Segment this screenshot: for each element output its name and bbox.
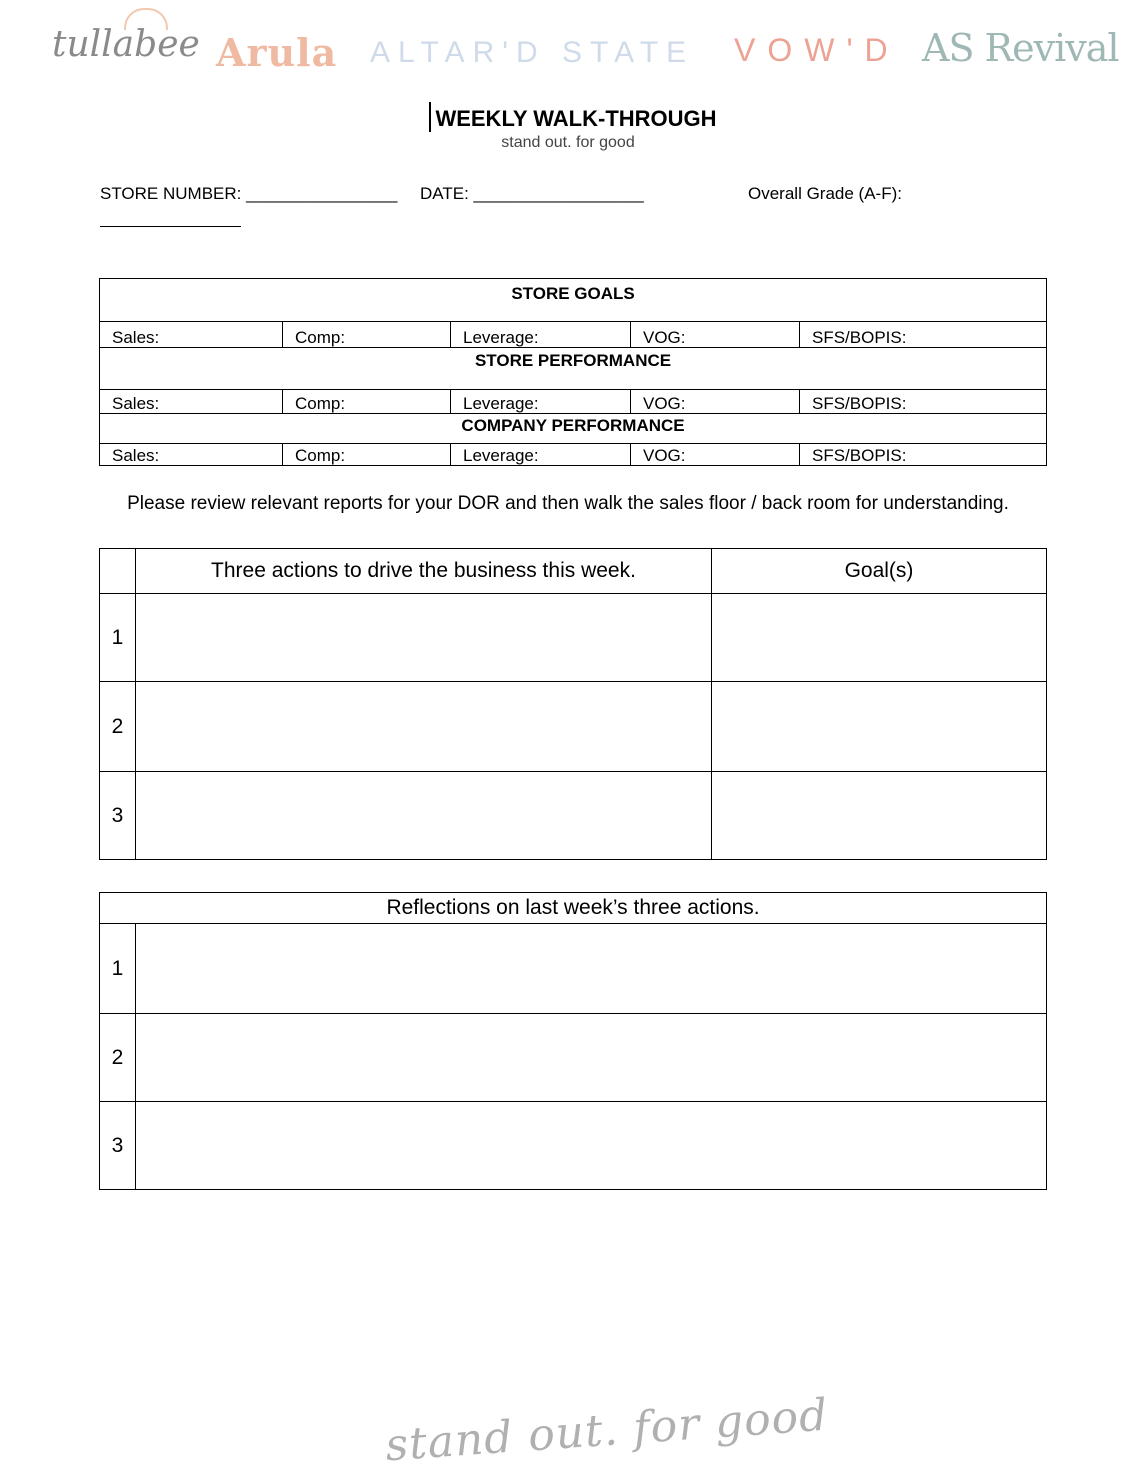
store-goals-leverage-cell[interactable]: Leverage: [451,322,631,348]
action-3-input[interactable] [136,772,712,860]
goal-1-input[interactable] [712,594,1047,682]
company-performance-leverage-cell[interactable]: Leverage: [451,444,631,466]
tullabee-logo [52,24,200,65]
as-revival-logo: AS Revival [922,26,1119,70]
company-performance-heading: COMPANY PERFORMANCE [100,414,1047,444]
store-performance-comp-cell[interactable]: Comp: [283,390,451,414]
store-goals-sfs-bopis-cell[interactable]: SFS/BOPIS: [800,322,1047,348]
actions-column-header: Three actions to drive the business this week. [136,549,712,594]
actions-corner-cell [100,549,136,594]
tullabee-logo-text: tullabee [52,24,200,65]
page-subtitle: stand out. for good [501,134,635,151]
company-performance-sales-cell[interactable]: Sales: [100,444,283,466]
store-performance-sales-cell[interactable]: Sales: [100,390,283,414]
store-performance-heading: STORE PERFORMANCE [100,348,1047,390]
action-1-input[interactable] [136,594,712,682]
store-number-field[interactable]: STORE NUMBER: ________________ [100,184,398,203]
vowd-logo: VOW'D [734,32,900,68]
altard-state-logo: ALTAR'D STATE [370,36,695,69]
reflection-row-number: 1 [100,924,136,1014]
reflections-header: Reflections on last week’s three actions. [100,893,1047,924]
store-goals-heading: STORE GOALS [100,279,1047,322]
store-goals-vog-cell[interactable]: VOG: [631,322,800,348]
overall-grade-blank-line[interactable] [100,226,241,227]
page-title-text: WEEKLY WALK-THROUGH [435,106,717,131]
goals-performance-table [99,278,1047,466]
three-actions-table [99,548,1047,860]
reflection-row-number: 3 [100,1102,136,1190]
store-performance-vog-cell[interactable]: VOG: [631,390,800,414]
reflection-2-input[interactable] [136,1014,1047,1102]
review-instructions: Please review relevant reports for your DOR and then walk the sales floor / back room for understanding. [127,493,1009,514]
company-performance-sfs-bopis-cell[interactable]: SFS/BOPIS: [800,444,1047,466]
brand-logo-bar [0,0,1146,90]
goal-2-input[interactable] [712,682,1047,772]
store-performance-leverage-cell[interactable]: Leverage: [451,390,631,414]
reflection-1-input[interactable] [136,924,1047,1014]
reflections-table [99,892,1047,1190]
reflection-3-input[interactable] [136,1102,1047,1190]
action-row-number: 3 [100,772,136,860]
company-performance-comp-cell[interactable]: Comp: [283,444,451,466]
date-field[interactable]: DATE: __________________ [420,184,644,203]
footer-tagline: stand out. for good [383,1389,830,1472]
store-goals-comp-cell[interactable]: Comp: [283,322,451,348]
store-performance-sfs-bopis-cell[interactable]: SFS/BOPIS: [800,390,1047,414]
action-row-number: 1 [100,594,136,682]
page-title [0,102,1146,132]
goals-column-header: Goal(s) [712,549,1047,594]
company-performance-vog-cell[interactable]: VOG: [631,444,800,466]
overall-grade-field[interactable]: Overall Grade (A-F): [748,184,902,203]
goal-3-input[interactable] [712,772,1047,860]
action-row-number: 2 [100,682,136,772]
sun-icon [124,8,168,30]
store-goals-sales-cell[interactable]: Sales: [100,322,283,348]
text-cursor [429,102,431,132]
action-2-input[interactable] [136,682,712,772]
reflection-row-number: 2 [100,1014,136,1102]
arula-logo: Arula [216,30,338,75]
